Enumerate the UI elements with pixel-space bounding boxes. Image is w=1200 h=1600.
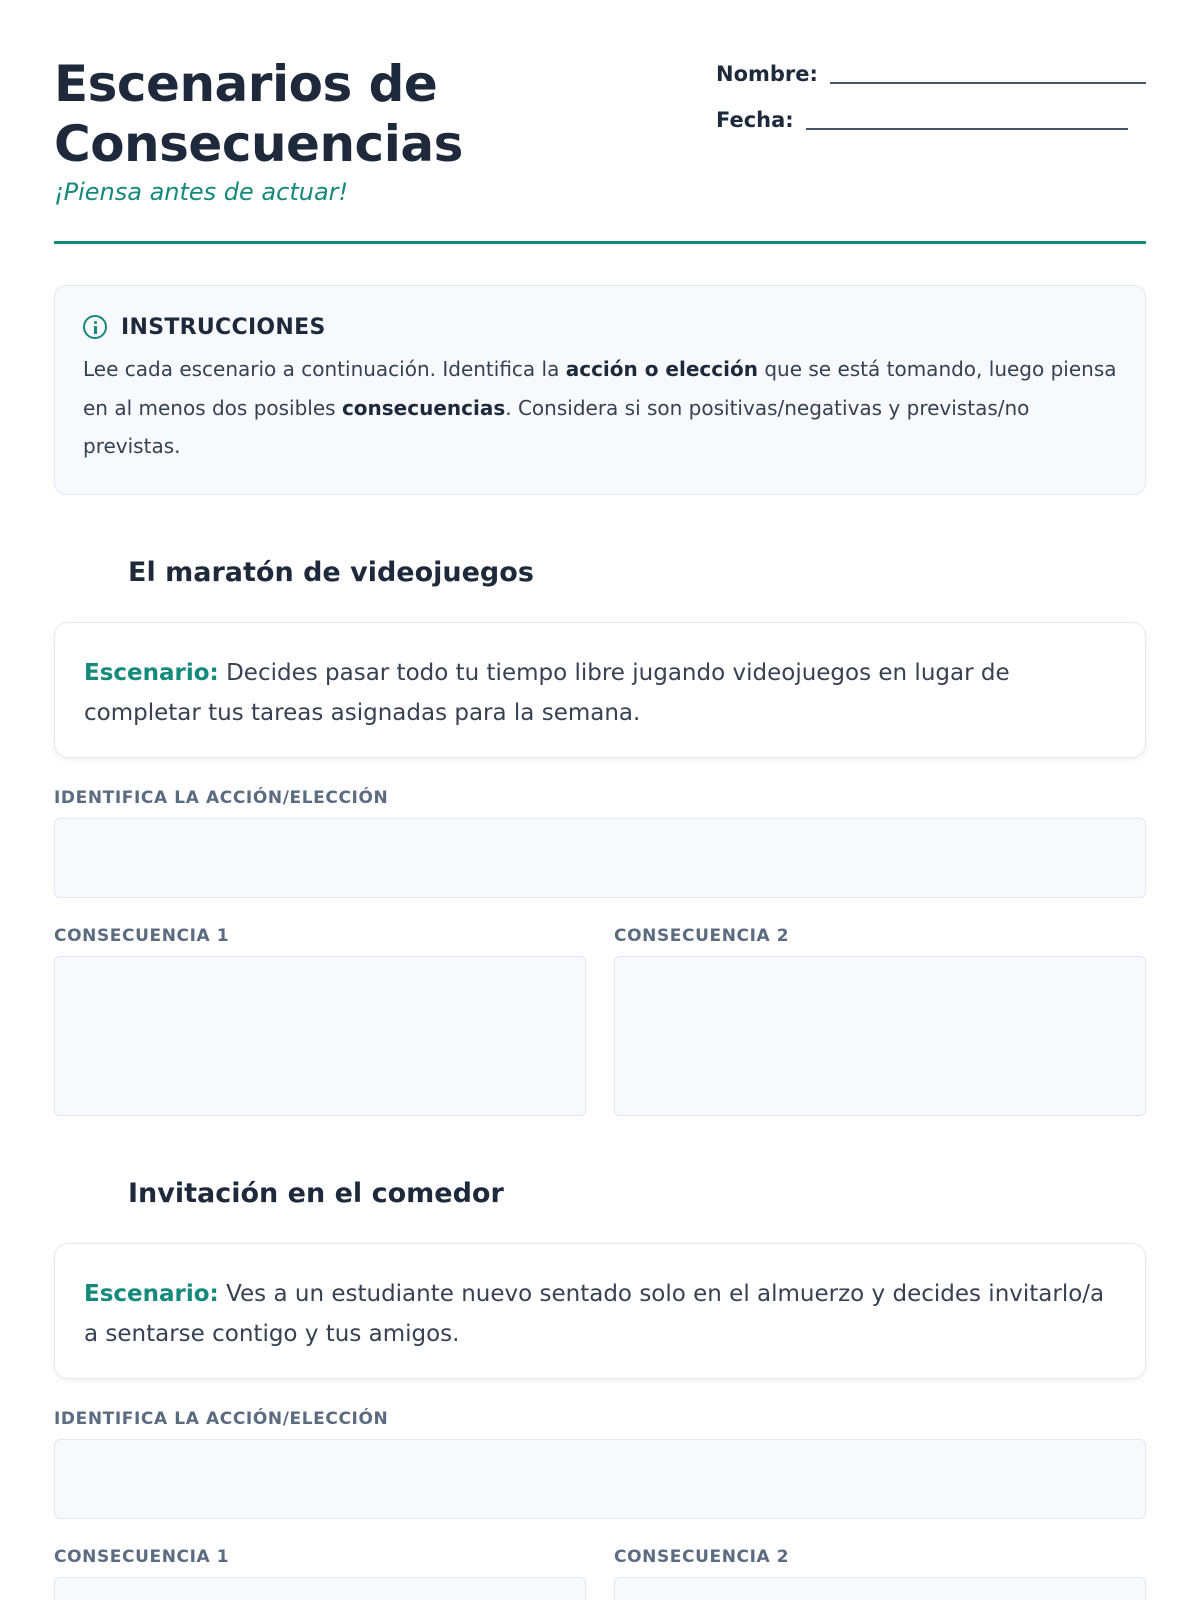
instructions-bold-consequences: consecuencias xyxy=(341,395,506,420)
instructions-text xyxy=(83,350,1117,466)
worksheet-header xyxy=(54,0,1146,244)
consequence-2-answer-box[interactable] xyxy=(614,1577,1146,1600)
date-label: Fecha: xyxy=(716,108,794,132)
consequence-2-answer-box[interactable] xyxy=(614,956,1146,1116)
consequence-1-answer-box[interactable] xyxy=(54,1577,586,1600)
page-title xyxy=(54,54,463,174)
title-line-2: Consecuencias xyxy=(54,115,463,173)
instructions-text-part: que se está tomando, luego piensa en al menos dos posibles xyxy=(83,357,1117,420)
consequence-1 xyxy=(54,926,586,1116)
page-subtitle: ¡Piensa antes de actuar! xyxy=(54,178,349,206)
name-field[interactable] xyxy=(830,82,1146,84)
student-info xyxy=(716,56,1146,148)
consequences-row xyxy=(54,1547,1146,1600)
instructions-text-part: Lee cada escenario a continuación. Identifica la xyxy=(83,357,566,381)
date-row xyxy=(716,102,1146,132)
consequence-1-answer-box[interactable] xyxy=(54,956,586,1116)
consequence-1-label: CONSECUENCIA 1 xyxy=(54,1547,230,1567)
instructions-header xyxy=(83,312,1117,342)
scenario-title: Invitación en el comedor xyxy=(128,1178,504,1209)
consequence-2 xyxy=(614,1547,1146,1600)
scenario-card xyxy=(54,622,1146,758)
consequence-2-label: CONSECUENCIA 2 xyxy=(614,926,790,946)
instructions-box xyxy=(54,285,1146,495)
instructions-bold-action: acción o elección xyxy=(565,357,758,381)
name-row xyxy=(716,56,1146,86)
action-answer-box[interactable] xyxy=(54,818,1146,898)
info-icon xyxy=(83,315,107,339)
date-field[interactable] xyxy=(806,128,1128,130)
scenario-title: El maratón de videojuegos xyxy=(128,557,534,588)
consequence-2-label: CONSECUENCIA 2 xyxy=(614,1547,790,1567)
name-label: Nombre: xyxy=(716,62,818,86)
consequence-1 xyxy=(54,1547,586,1600)
scenario-text: Ves a un estudiante nuevo sentado solo en el almuerzo y decides invitarlo/a a sentarse contigo y tus amigos. xyxy=(84,1281,1105,1347)
scenario-card xyxy=(54,1243,1146,1379)
scenario-label: Escenario: xyxy=(84,660,219,686)
action-label: IDENTIFICA LA ACCIÓN/ELECCIÓN xyxy=(54,1409,389,1429)
consequence-2 xyxy=(614,926,1146,1116)
action-answer-box[interactable] xyxy=(54,1439,1146,1519)
action-label: IDENTIFICA LA ACCIÓN/ELECCIÓN xyxy=(54,788,389,808)
scenario-text: Decides pasar todo tu tiempo libre jugando videojuegos en lugar de completar tus tareas asignadas para la semana. xyxy=(84,660,1010,726)
title-line-1: Escenarios de xyxy=(54,55,438,113)
scenario-label: Escenario: xyxy=(84,1281,219,1307)
instructions-text-part: . Considera si son positivas/negativas y previstas/no previstas. xyxy=(83,395,1030,458)
instructions-title: INSTRUCCIONES xyxy=(121,314,326,340)
consequences-row xyxy=(54,926,1146,1116)
consequence-1-label: CONSECUENCIA 1 xyxy=(54,926,230,946)
